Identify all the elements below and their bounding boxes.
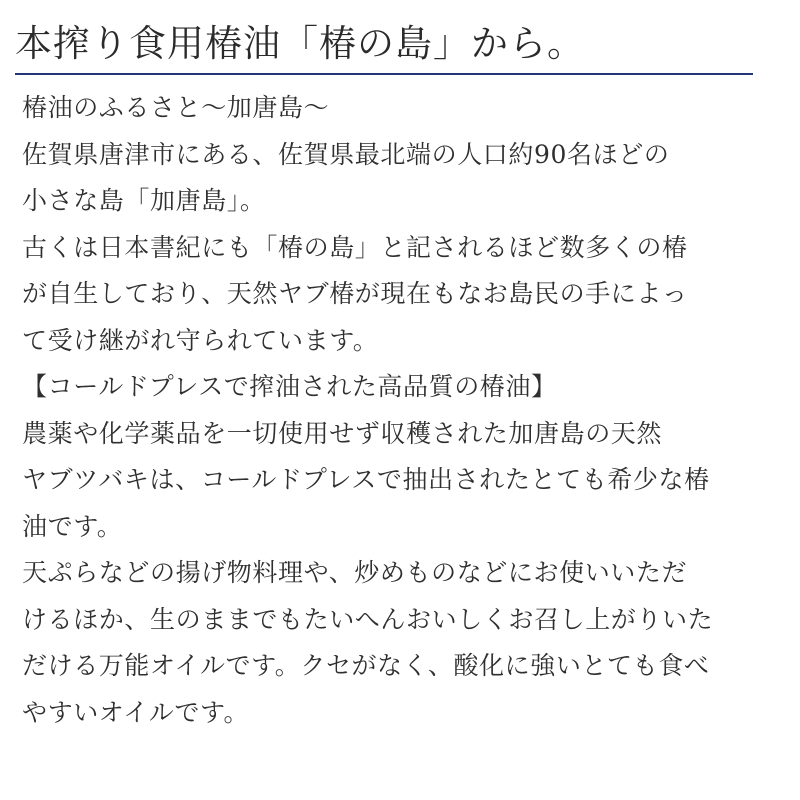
text-line: 佐賀県唐津市にある、佐賀県最北端の人口約90名ほどの (22, 139, 670, 169)
text-line: やすいオイルです。 (22, 697, 250, 727)
text-line: が自生しており、天然ヤブ椿が現在もなお島民の手によっ (22, 279, 688, 308)
heading-underline (15, 73, 753, 75)
text-line: 古くは日本書紀にも「椿の島」と記されるほど数多くの椿 (22, 232, 688, 262)
text-line: 油です。 (22, 511, 123, 541)
section-heading: 【コールドプレスで搾油された高品質の椿油】 (22, 372, 557, 401)
text-line: だける万能オイルです。クセがなく、酸化に強いとても食べ (22, 651, 710, 680)
text-line: 椿油のふるさと〜加唐島〜 (22, 93, 330, 122)
text-line: けるほか、生のままでもたいへんおいしくお召し上がりいた (22, 604, 714, 634)
text-line: て受け継がれ守られています。 (22, 325, 379, 355)
text-line: 農薬や化学薬品を一切使用せず収穫された加唐島の天然 (22, 418, 663, 448)
text-line: 天ぷらなどの揚げ物料理や、炒めものなどにお使いいただ (22, 558, 688, 587)
text-line: 小さな島「加唐島」。 (22, 186, 266, 215)
body-text (22, 85, 792, 736)
text-line: ヤブツバキは、コールドプレスで抽出されたとても希少な椿 (22, 465, 710, 494)
page-heading: 本搾り食用椿油「椿の島」から。 (15, 22, 585, 65)
